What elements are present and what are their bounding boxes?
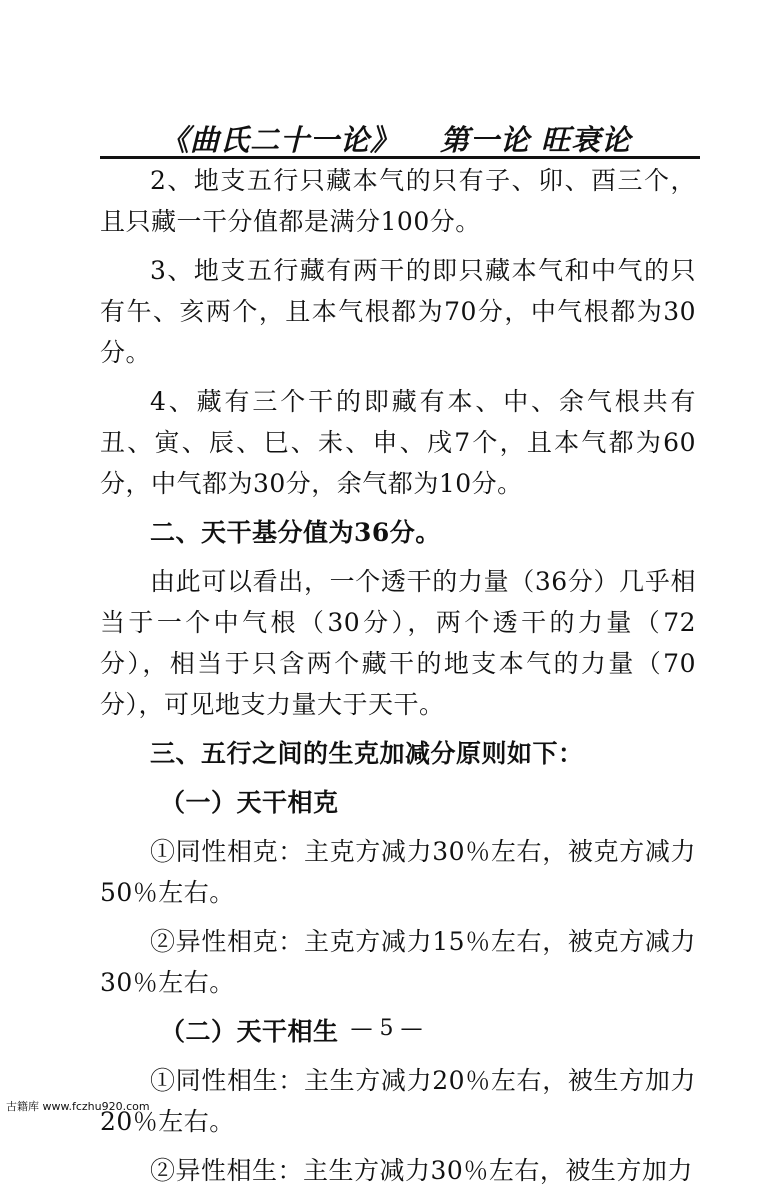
section-heading: 三、五行之间的生克加减分原则如下：	[150, 739, 584, 768]
section-title: 第一论 旺衰论	[440, 123, 632, 157]
page-number: — 5 —	[350, 1016, 423, 1041]
paragraph: 由此可以看出，一个透干的力量（36分）几乎相当于一个中气根（30分），两个透干的力量（72分），相当于只含两个藏干的地支本气的力量（70分），可见地支力量大于天干。	[100, 567, 696, 719]
paragraph: 2、地支五行只藏本气的只有子、卯、酉三个，且只藏一干分值都是满分100分。	[100, 166, 696, 236]
paragraph: 4、藏有三个干的即藏有本、中、余气根共有丑、寅、辰、巳、未、申、戌7个，且本气都为60分，中气都为30分，余气都为10分。	[100, 387, 696, 498]
running-header	[100, 118, 700, 158]
section-heading: 二、天干基分值为36分。	[150, 518, 441, 547]
site-watermark: 古籍库 www.fczhu920.com	[6, 1100, 150, 1113]
paragraph: ①同性相克：主克方减力30％左右，被克方减力50％左右。	[100, 837, 696, 907]
paragraph: ②异性相克：主克方减力15％左右，被克方减力30％左右。	[100, 927, 696, 997]
subsection-heading: （二）天干相生	[160, 1017, 339, 1046]
paragraph: ②异性相生：主生方减力30％左右，被生方加力	[150, 1156, 693, 1185]
book-title: 《曲氏二十一论》	[160, 123, 401, 157]
subsection-heading: （一）天干相克	[160, 788, 339, 817]
paragraph: ①同性相生：主生方减力20％左右，被生方加力20％左右。	[100, 1066, 696, 1136]
paragraph: 3、地支五行藏有两干的即只藏本气和中气的只有午、亥两个，且本气根都为70分，中气根都为30分。	[100, 256, 696, 367]
header-rule	[100, 156, 700, 159]
